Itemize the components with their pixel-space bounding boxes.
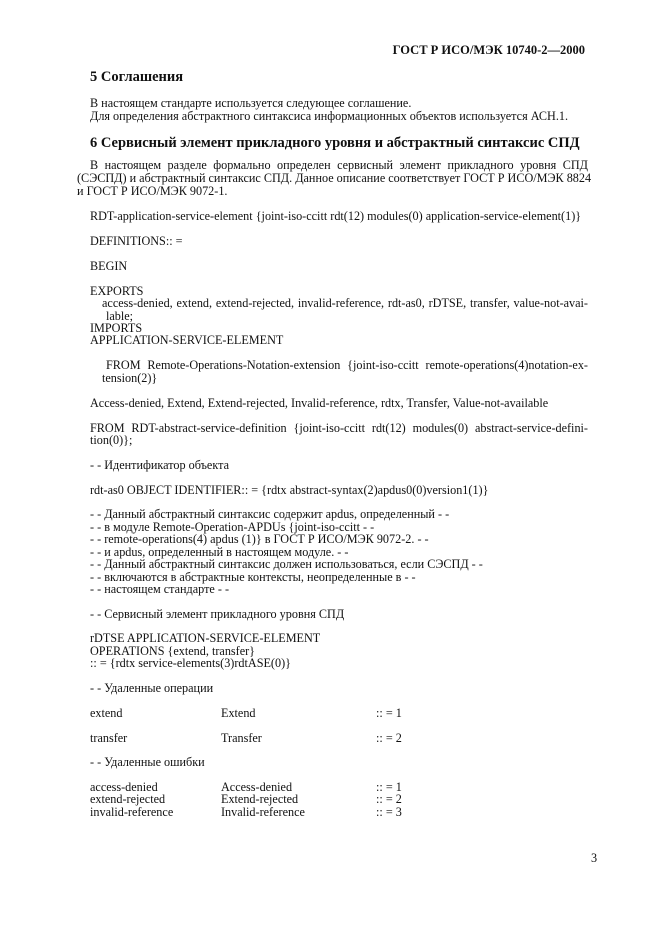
code-line: tension(2)} [102, 371, 158, 385]
operation-name: extend [90, 706, 123, 720]
comment-line: - - в модуле Remote-Operation-APDUs {joint-iso-ccitt - - [90, 520, 375, 534]
page-number: 3 [591, 851, 598, 865]
error-name: invalid-reference [90, 805, 174, 819]
operation-value: :: = 2 [376, 731, 402, 745]
code-line: access-denied, extend, extend-rejected, invalid-reference, rdt-as0, rDTSE, transfer, value-not-avai- [102, 296, 588, 310]
comment-line: - - remote-operations(4) apdus (1)} в ГОСТ Р ИСО/МЭК 9072-2. - - [90, 532, 429, 546]
code-line: IMPORTS [90, 321, 143, 335]
code-line: rDTSE APPLICATION-SERVICE-ELEMENT [90, 631, 321, 645]
code-line: BEGIN [90, 259, 128, 273]
section-6-title: 6 Сервисный элемент прикладного уровня и абстрактный синтаксис СПД [90, 135, 580, 151]
error-type: Invalid-reference [221, 805, 305, 819]
code-line: Access-denied, Extend, Extend-rejected, Invalid-reference, rdtx, Transfer, Value-not-available [90, 396, 549, 410]
text-line: В настоящем стандарте используется следующее соглашение. [90, 96, 412, 110]
document-header: ГОСТ Р ИСО/МЭК 10740-2—2000 [392, 43, 585, 57]
operation-type: Transfer [221, 731, 262, 745]
code-line: RDT-application-service-element {joint-iso-ccitt rdt(12) modules(0) application-service-element(1)} [90, 209, 582, 223]
error-name: access-denied [90, 780, 158, 794]
comment-line: - - и apdus, определенный в настоящем модуле. - - [90, 545, 349, 559]
code-line: FROM RDT-abstract-service-definition {joint-iso-ccitt rdt(12) modules(0) abstract-service-defini- [90, 421, 588, 435]
code-line: :: = {rdtx service-elements(3)rdtASE(0)} [90, 656, 291, 670]
text-line: Для определения абстрактного синтаксиса информационных объектов используется АСН.1. [90, 109, 569, 123]
comment-line: - - Данный абстрактный синтаксис содержит apdus, определенный - - [90, 507, 450, 521]
operation-type: Extend [221, 706, 256, 720]
code-line: lable; [106, 309, 134, 323]
section-5-title: 5 Соглашения [90, 69, 184, 85]
operation-value: :: = 1 [376, 706, 402, 720]
error-type: Access-denied [221, 780, 293, 794]
code-line: EXPORTS [90, 284, 144, 298]
text-line: (СЭСПД) и абстрактный синтаксис СПД. Данное описание соответствует ГОСТ Р ИСО/МЭК 8824 [77, 171, 592, 185]
comment-line: - - Удаленные операции [90, 681, 214, 695]
error-type: Extend-rejected [221, 792, 299, 806]
comment-line: - - настоящем стандарте - - [90, 582, 230, 596]
code-line: rdt-as0 OBJECT IDENTIFIER:: = {rdtx abstract-syntax(2)apdus0(0)version1(1)} [90, 483, 489, 497]
error-value: :: = 1 [376, 780, 402, 794]
comment-line: - - Данный абстрактный синтаксис должен использоваться, если СЭСПД - - [90, 557, 483, 571]
error-value: :: = 3 [376, 805, 402, 819]
error-name: extend-rejected [90, 792, 166, 806]
code-line: APPLICATION-SERVICE-ELEMENT [90, 333, 284, 347]
code-line: DEFINITIONS:: = [90, 234, 183, 248]
code-line: FROM Remote-Operations-Notation-extension {joint-iso-ccitt remote-operations(4)notation-ex- [106, 358, 588, 372]
text-line: и ГОСТ Р ИСО/МЭК 9072-1. [77, 184, 228, 198]
code-line: tion(0)}; [90, 433, 133, 447]
error-value: :: = 2 [376, 792, 402, 806]
comment-line: - - включаются в абстрактные контексты, неопределенные в - - [90, 570, 416, 584]
comment-line: - - Сервисный элемент прикладного уровня СПД [90, 607, 345, 621]
comment-line: - - Идентификатор объекта [90, 458, 229, 472]
text-line: В настоящем разделе формально определен сервисный элемент прикладного уровня СПД [90, 158, 588, 172]
operation-name: transfer [90, 731, 128, 745]
comment-line: - - Удаленные ошибки [90, 755, 205, 769]
code-line: OPERATIONS {extend, transfer} [90, 644, 256, 658]
